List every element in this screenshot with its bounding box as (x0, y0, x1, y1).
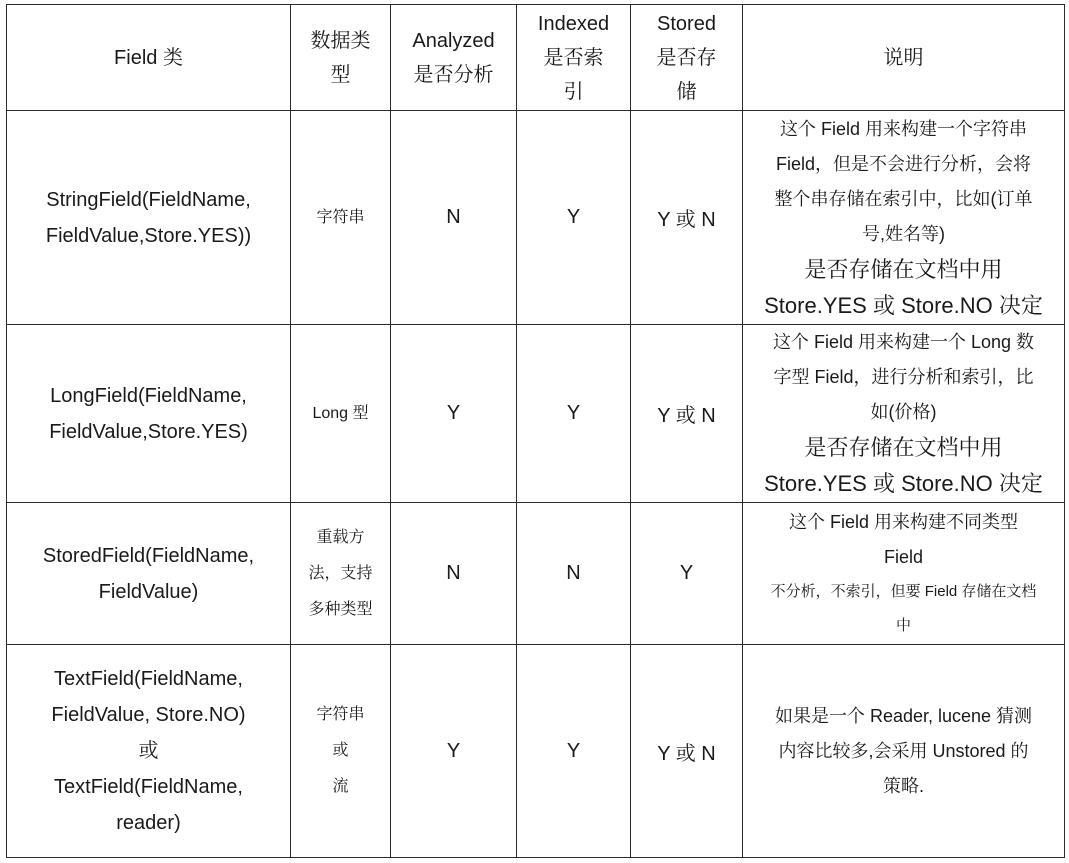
indexed-cell: Y (517, 325, 631, 503)
header-field-class: Field 类 (7, 5, 291, 111)
analyzed-cell: N (391, 111, 517, 325)
field-class-cell: TextField(FieldName, FieldValue, Store.NO) 或 TextField(FieldName, reader) (7, 645, 291, 858)
header-description: 说明 (743, 5, 1065, 111)
header-row (7, 5, 1065, 111)
indexed-cell: Y (517, 645, 631, 858)
header-analyzed: Analyzed 是否分析 (391, 5, 517, 111)
table-row (7, 325, 1065, 503)
description-cell: 这个 Field 用来构建一个 Long 数 字型 Field，进行分析和索引，比 如(价格) 是否存储在文档中用 Store.YES 或 Store.NO 决定 (743, 325, 1065, 503)
data-type-cell: 字符串 (291, 111, 391, 325)
field-types-table (6, 4, 1065, 858)
data-type-cell: Long 型 (291, 325, 391, 503)
analyzed-cell: Y (391, 645, 517, 858)
header-stored: Stored 是否存 储 (631, 5, 743, 111)
field-class-cell: StringField(FieldName, FieldValue,Store.YES)) (7, 111, 291, 325)
data-type-cell: 重载方 法，支持 多种类型 (291, 503, 391, 645)
field-class-cell: StoredField(FieldName, FieldValue) (7, 503, 291, 645)
table-row (7, 111, 1065, 325)
description-cell: 这个 Field 用来构建不同类型 Field 不分析，不索引，但要 Field 存储在文档 中 (743, 503, 1065, 645)
description-cell: 这个 Field 用来构建一个字符串 Field，但是不会进行分析，会将 整个串存储在索引中，比如(订单 号,姓名等) 是否存储在文档中用 Store.YES 或 Store.NO 决定 (743, 111, 1065, 325)
indexed-cell: N (517, 503, 631, 645)
table-row (7, 503, 1065, 645)
description-cell: 如果是一个 Reader, lucene 猜测 内容比较多,会采用 Unstored 的 策略. (743, 645, 1065, 858)
analyzed-cell: Y (391, 325, 517, 503)
stored-cell: Y 或 N (631, 645, 743, 858)
header-data-type: 数据类 型 (291, 5, 391, 111)
stored-cell: Y 或 N (631, 325, 743, 503)
header-indexed: Indexed 是否索 引 (517, 5, 631, 111)
field-class-cell: LongField(FieldName, FieldValue,Store.YES) (7, 325, 291, 503)
analyzed-cell: N (391, 503, 517, 645)
stored-cell: Y (631, 503, 743, 645)
table-row (7, 645, 1065, 858)
data-type-cell: 字符串 或 流 (291, 645, 391, 858)
stored-cell: Y 或 N (631, 111, 743, 325)
indexed-cell: Y (517, 111, 631, 325)
